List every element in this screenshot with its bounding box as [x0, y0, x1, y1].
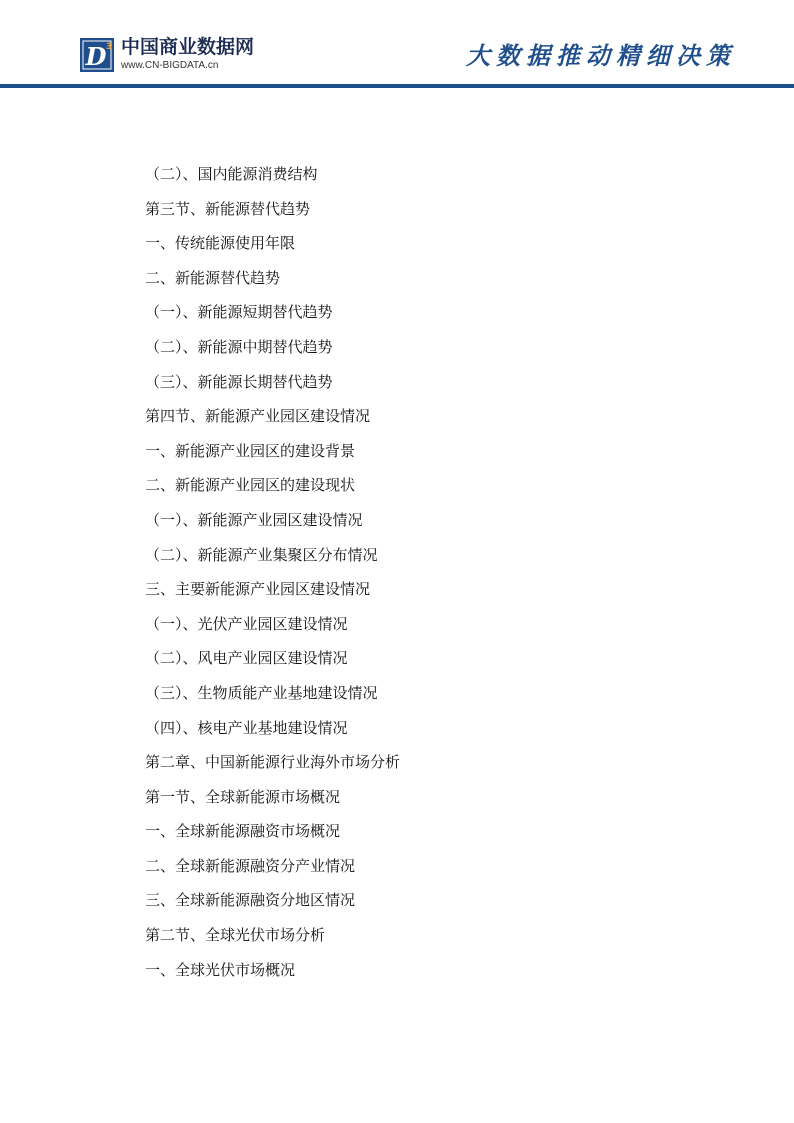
toc-item: （二）、新能源产业集聚区分布情况	[145, 545, 378, 564]
toc-item: （二）、国内能源消费结构	[145, 165, 318, 183]
toc-item: 一、全球新能源融资市场概况	[145, 822, 341, 841]
toc-item: 三、主要新能源产业园区建设情况	[145, 580, 371, 599]
logo-superscript: 3	[105, 42, 113, 52]
slogan: 大数据推动精细决策	[466, 41, 736, 70]
toc-item: 二、新能源产业园区的建设现状	[145, 476, 356, 495]
brand-name: 中国商业数据网	[121, 36, 255, 58]
cn-bigdata-logo-icon	[80, 38, 114, 72]
toc-item: （三）、新能源长期替代趋势	[145, 372, 333, 391]
toc-item: 三、全球新能源融资分地区情况	[145, 891, 356, 910]
toc-item: 第一节、全球新能源市场概况	[145, 787, 341, 806]
toc-item: 第三节、新能源替代趋势	[145, 199, 311, 218]
toc-item: 第二章、中国新能源行业海外市场分析	[145, 753, 401, 772]
toc-item: 一、全球光伏市场概况	[145, 960, 296, 979]
toc-item: 一、传统能源使用年限	[145, 234, 296, 253]
toc-item: 第四节、新能源产业园区建设情况	[145, 407, 371, 426]
toc-item: 二、全球新能源融资分产业情况	[145, 856, 356, 875]
toc-item: （二）、风电产业园区建设情况	[145, 649, 348, 668]
table-of-contents	[145, 162, 745, 992]
toc-item: （一）、光伏产业园区建设情况	[145, 614, 348, 633]
toc-item: （二）、新能源中期替代趋势	[145, 337, 333, 356]
header-divider	[0, 84, 794, 88]
toc-item: （三）、生物质能产业基地建设情况	[145, 683, 378, 702]
toc-item: （一）、新能源产业园区建设情况	[145, 510, 363, 529]
logo-glyph: D	[85, 42, 107, 71]
toc-item: （四）、核电产业基地建设情况	[145, 718, 348, 737]
toc-item: 二、新能源替代趋势	[145, 268, 281, 287]
page-header	[0, 0, 794, 92]
brand-url: www.CN-BIGDATA.cn	[121, 60, 219, 71]
toc-item: 第二节、全球光伏市场分析	[145, 926, 326, 945]
toc-item: （一）、新能源短期替代趋势	[145, 303, 333, 322]
toc-item: 一、新能源产业园区的建设背景	[145, 441, 356, 460]
